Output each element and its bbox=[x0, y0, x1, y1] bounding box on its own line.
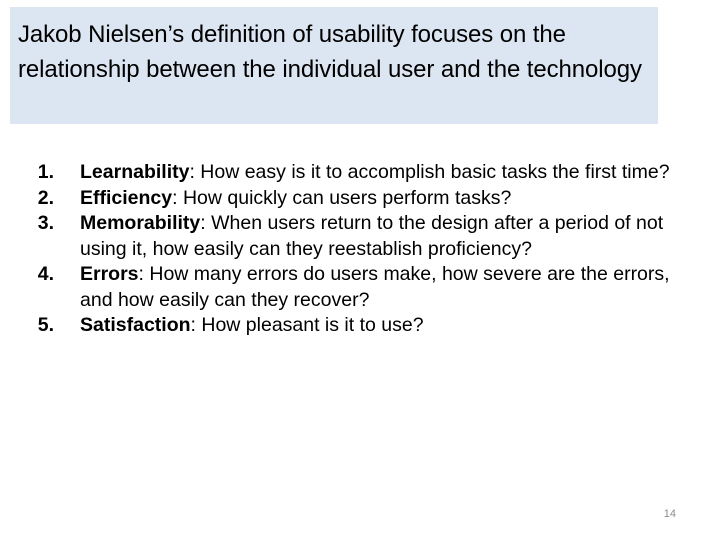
page-number: 14 bbox=[663, 508, 676, 520]
item-description: : When users return to the design after a period of not using it, how easily can they reestablish proficiency? bbox=[80, 212, 664, 260]
item-term: Efficiency bbox=[80, 186, 173, 209]
item-number: 3. bbox=[37, 212, 54, 234]
list-item-learnability bbox=[14, 160, 686, 186]
item-description: : How quickly can users perform tasks? bbox=[172, 186, 512, 209]
item-number: 2. bbox=[37, 186, 54, 209]
item-term: Errors bbox=[80, 263, 139, 285]
list-item-errors bbox=[14, 262, 686, 313]
item-number: 5. bbox=[37, 314, 54, 336]
list-item-memorability bbox=[14, 211, 686, 262]
item-description: : How easy is it to accomplish basic tasks the first time? bbox=[189, 161, 670, 183]
item-term: Satisfaction bbox=[80, 314, 191, 336]
item-number: 1. bbox=[37, 161, 54, 183]
list-item-efficiency bbox=[14, 186, 686, 212]
item-number: 4. bbox=[37, 263, 54, 285]
slide-title: Jakob Nielsen’s definition of usability focuses on the relationship between the individual user and the technology bbox=[18, 21, 642, 83]
item-description: : How pleasant is it to use? bbox=[190, 314, 424, 336]
item-term: Learnability bbox=[80, 161, 190, 183]
item-description: : How many errors do users make, how severe are the errors, and how easily can they recover? bbox=[80, 263, 670, 311]
usability-criteria-list bbox=[14, 160, 686, 339]
item-term: Memorability bbox=[80, 212, 201, 234]
list-item-satisfaction bbox=[14, 313, 686, 339]
title-box bbox=[10, 7, 658, 124]
